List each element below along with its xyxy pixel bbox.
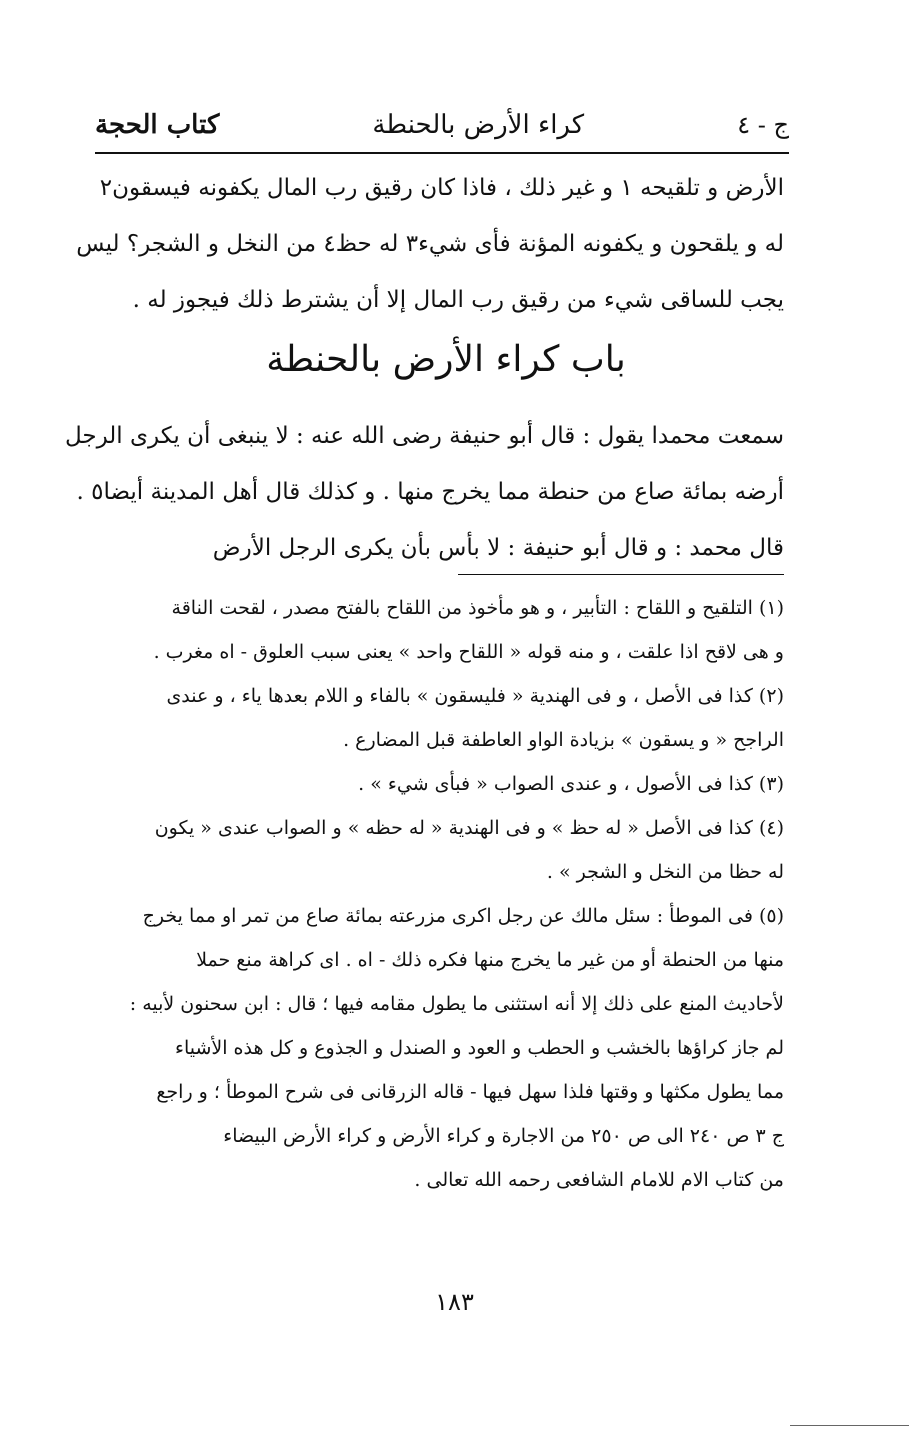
footnote-line: مما يطول مكثها و وقتها فلذا سهل فيها - قاله الزرقانى فى شرح الموطأ ؛ و راجع — [156, 1081, 784, 1103]
book-title: كتاب الحجة — [95, 110, 220, 140]
text-line: قال محمد : و قال أبو حنيفة : لا بأس بأن يكرى الرجل الأرض — [212, 535, 784, 561]
text-line: أرضه بمائة صاع من حنطة مما يخرج منها . و كذلك قال أهل المدينة أيضا٥ . — [76, 479, 784, 505]
footnote-line: من كتاب الام للامام الشافعى رحمه الله تعالى . — [414, 1169, 784, 1191]
footnote-line: لأحاديث المنع على ذلك إلا أنه استثنى ما يطول مقامه فيها ؛ قال : ابن سحنون لأبيه : — [129, 993, 784, 1015]
chapter-title: باب كراء الأرض بالحنطة — [266, 339, 626, 380]
page-number: ١٨٣ — [435, 1288, 474, 1316]
footnote-line: (٣) كذا فى الأصول ، و عندى الصواب « فبأى شيء » . — [358, 773, 784, 795]
footnote-line: (١) التلقيح و اللقاح : التأبير ، و هو مأخوذ من اللقاح بالفتح مصدر ، لقحت الناقة — [171, 597, 784, 619]
footnote-line: له حظا من النخل و الشجر » . — [546, 861, 784, 883]
footnote-line: (٤) كذا فى الأصل « له حظ » و فى الهندية « له حظه » و الصواب عندى « يكون — [154, 817, 784, 839]
top-paragraph — [76, 160, 784, 328]
footnote-line: (٥) فى الموطأ : سئل مالك عن رجل اكرى مزرعته بمائة صاع من تمر او مما يخرج — [142, 905, 784, 927]
corner-rule — [790, 1425, 909, 1426]
footnotes — [108, 586, 784, 1202]
running-header — [95, 100, 789, 150]
volume-number: ج - ٤ — [737, 111, 789, 139]
running-chapter-title: كراء الأرض بالحنطة — [372, 110, 585, 140]
footnote-divider — [458, 574, 784, 575]
chapter-paragraph — [64, 408, 784, 576]
footnote-line: منها من الحنطة أو من غير ما يخرج منها فكره ذلك - اه . اى كراهة منع حملا — [196, 949, 784, 971]
header-rule — [95, 152, 789, 154]
text-line: سمعت محمدا يقول : قال أبو حنيفة رضى الله عنه : لا ينبغى أن يكرى الرجل — [64, 423, 784, 449]
footnote-line: الراجح « و يسقون » بزيادة الواو العاطفة قبل المضارع . — [343, 729, 784, 751]
footnote-line: و هى لاقح اذا علقت ، و منه قوله « اللقاح واحد » يعنى سبب العلوق - اه مغرب . — [153, 641, 784, 663]
footnote-line: لم جاز كراؤها بالخشب و الحطب و العود و الصندل و الجذوع و كل هذه الأشياء — [175, 1037, 784, 1059]
footnote-line: ج ٣ ص ٢٤٠ الى ص ٢٥٠ من الاجارة و كراء الأرض و كراء الأرض البيضاء — [223, 1125, 784, 1147]
footnote-line: (٢) كذا فى الأصل ، و فى الهندية « فليسقون » بالفاء و اللام بعدها ياء ، و عندى — [166, 685, 784, 707]
text-line: يجب للساقى شيء من رقيق رب المال إلا أن يشترط ذلك فيجوز له . — [132, 287, 784, 313]
text-line: الأرض و تلقيحه ١ و غير ذلك ، فاذا كان رقيق رب المال يكفونه فيسقون٢ — [99, 175, 784, 201]
text-line: له و يلقحون و يكفونه المؤنة فأى شيء٣ له حظ٤ من النخل و الشجر؟ ليس — [76, 231, 784, 257]
